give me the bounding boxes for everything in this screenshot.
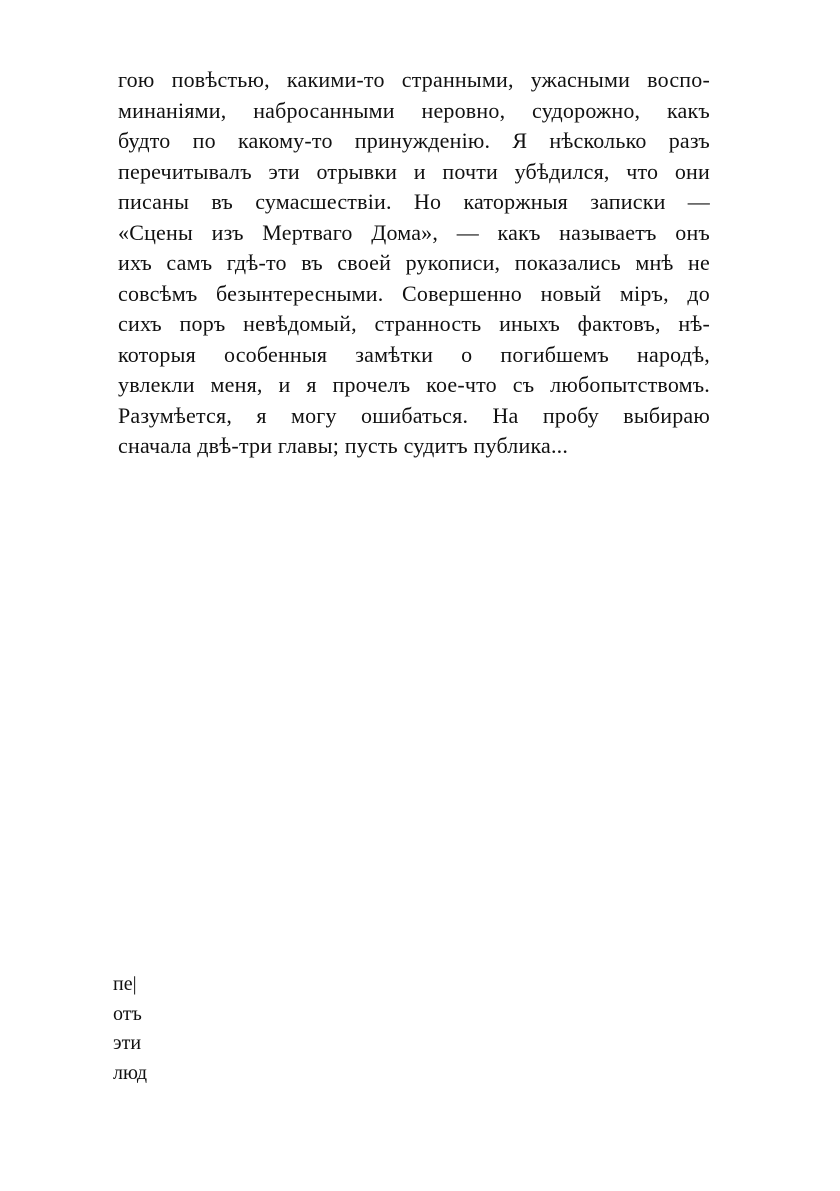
- paragraph-line: перечитывалъ эти отрывки и почти убѣдился, что они: [118, 158, 710, 184]
- paragraph-line: которыя особенныя замѣтки о погибшемъ народѣ,: [118, 341, 710, 367]
- paragraph-line: писаны въ сумасшествіи. Но каторжныя записки —: [118, 189, 710, 214]
- fragment-line: эти: [113, 1032, 142, 1054]
- paragraph-line: увлекли меня, и я прочелъ кое-что съ любопытствомъ.: [118, 372, 710, 397]
- paragraph-line: «Сцены изъ Мертваго Дома», — какъ называетъ онъ: [118, 219, 710, 245]
- main-paragraph: [118, 65, 710, 462]
- cutoff-text-fragments: [113, 970, 173, 1088]
- paragraph-line: сначала двѣ-три главы; пусть судитъ публика...: [118, 433, 569, 458]
- paragraph-line: Разумѣется, я могу ошибаться. На пробу выбираю: [118, 402, 710, 428]
- fragment-line: отъ: [113, 1002, 142, 1025]
- fragment-line: люд: [113, 1061, 148, 1084]
- fragment-line: пе|: [113, 973, 137, 995]
- paragraph-line: гою повѣстью, какими-то странными, ужасными воспо-: [118, 67, 710, 92]
- paragraph-line: совсѣмъ безынтересными. Совершенно новый міръ, до: [118, 280, 710, 306]
- paragraph-line: сихъ поръ невѣдомый, странность иныхъ фактовъ, нѣ-: [118, 311, 710, 336]
- paragraph-line: минаніями, набросанными неровно, судорожно, какъ: [118, 97, 710, 123]
- paragraph-line: ихъ самъ гдѣ-то въ своей рукописи, показались мнѣ не: [118, 250, 710, 275]
- paragraph-line: будто по какому-то принужденію. Я нѣсколько разъ: [118, 128, 710, 153]
